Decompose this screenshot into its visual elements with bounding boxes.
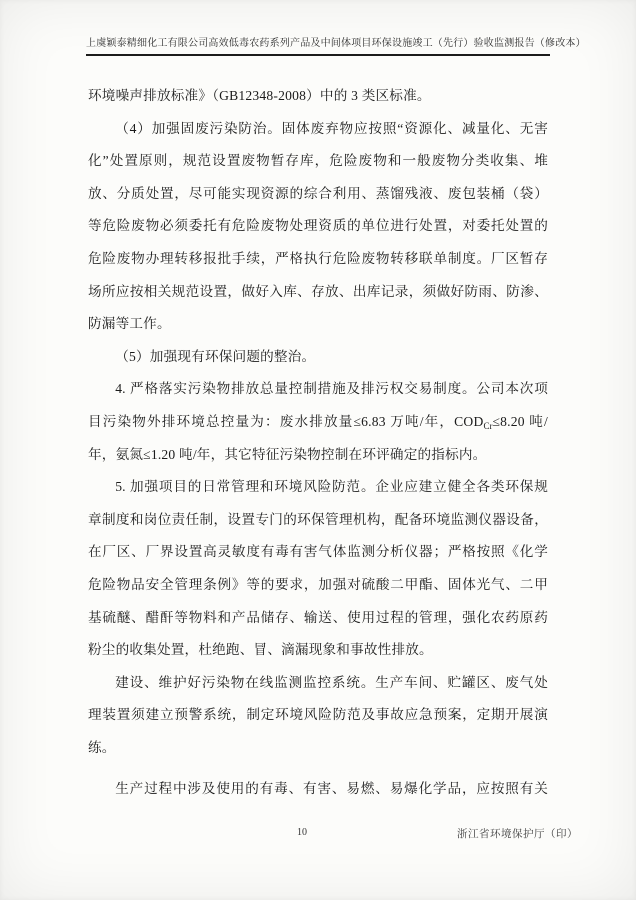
line-text: 章制度和岗位责任制，设置专门的环保管理机构，配备环境监测仪器设备， (88, 511, 548, 527)
body-line (88, 569, 548, 602)
body-line (88, 667, 548, 700)
line-text: 基硫醚、醋酐等物料和产品储存、输送、使用过程的管理，强化农药原药 (88, 609, 548, 625)
line-text: 环境噪声排放标准》（GB12348-2008）中的 3 类区标准。 (88, 88, 431, 103)
line-text: 练。 (88, 739, 116, 755)
body-line (88, 243, 548, 276)
page-header (86, 34, 586, 56)
document-body (88, 80, 548, 806)
line-text: 理装置须建立预警系统，制定环境风险防范及事故应急预案，定期开展演 (88, 707, 548, 723)
line-text: 危险物品安全管理条例》等的要求，加强对硫酸二甲酯、固体光气、二甲 (88, 576, 548, 592)
body-line (88, 732, 548, 765)
body-line (88, 276, 548, 309)
body-line (88, 439, 548, 472)
line-text: （5）加强现有环保问题的整治。 (115, 348, 316, 364)
body-line (88, 536, 548, 569)
line-text: 4. 严格落实污染物排放总量控制措施及排污权交易制度。公司本次项 (115, 381, 548, 397)
body-line (88, 145, 548, 178)
body-line (88, 308, 548, 341)
line-text: 生产过程中涉及使用的有毒、有害、易燃、易爆化学品，应按照有关 (115, 781, 548, 797)
body-line (88, 210, 548, 243)
page-number: 10 (297, 827, 307, 838)
line-text: 危险废物办理转移报批手续，严格执行危险废物转移联单制度。厂区暂存 (88, 250, 548, 266)
body-line (88, 80, 548, 113)
line-text: ≤8.20 吨/ (492, 413, 548, 429)
body-line (88, 602, 548, 635)
line-text: 放、分质处置，尽可能实现资源的综合利用、蒸馏残液、废包装桶（袋） (88, 185, 548, 201)
subscript-text: Cr (483, 420, 493, 431)
body-line (88, 773, 548, 806)
body-line (88, 471, 548, 504)
line-text: 年，氨氮≤1.20 吨/年，其它特征污染物控制在环评确定的指标内。 (88, 446, 487, 462)
header-title: 上虞颖泰精细化工有限公司高效低毒农药系列产品及中间体项目环保设施竣工（先行）验收监测报告（修改本） (86, 38, 586, 49)
body-line (88, 341, 548, 374)
line-text: 在厂区、厂界设置高灵敏度有毒有害气体监测分析仪器；严格按照《化学 (88, 544, 548, 560)
body-line (88, 699, 548, 732)
line-text: 化”处置原则，规范设置废物暂存库，危险废物和一般废物分类收集、堆 (88, 153, 548, 169)
line-text: 场所应按相关规范设置，做好入库、存放、出库记录，须做好防雨、防渗、 (88, 283, 548, 299)
body-line (88, 634, 548, 667)
body-line (88, 504, 548, 537)
footer-publisher: 浙江省环境保护厅（印） (457, 829, 578, 840)
line-text: 粉尘的收集处置，杜绝跑、冒、滴漏现象和事故性排放。 (88, 642, 433, 658)
body-line (88, 178, 548, 211)
body-line (88, 373, 548, 406)
line-text: 防漏等工作。 (88, 316, 171, 332)
line-text: （4）加强固废污染防治。固体废弃物应按照“资源化、减量化、无害 (115, 120, 548, 136)
line-text: 5. 加强项目的日常管理和环境风险防范。企业应建立健全各类环保规 (115, 479, 548, 495)
line-text: 目污染物外排环境总控量为：废水排放量≤6.83 万吨/年，COD (88, 413, 484, 429)
body-line (88, 406, 548, 439)
body-line (88, 113, 548, 146)
line-text: 建设、维护好污染物在线监测监控系统。生产车间、贮罐区、废气处 (115, 674, 548, 690)
line-text: 等危险废物必须委托有危险废物处理资质的单位进行处置，对委托处置的 (88, 218, 548, 234)
